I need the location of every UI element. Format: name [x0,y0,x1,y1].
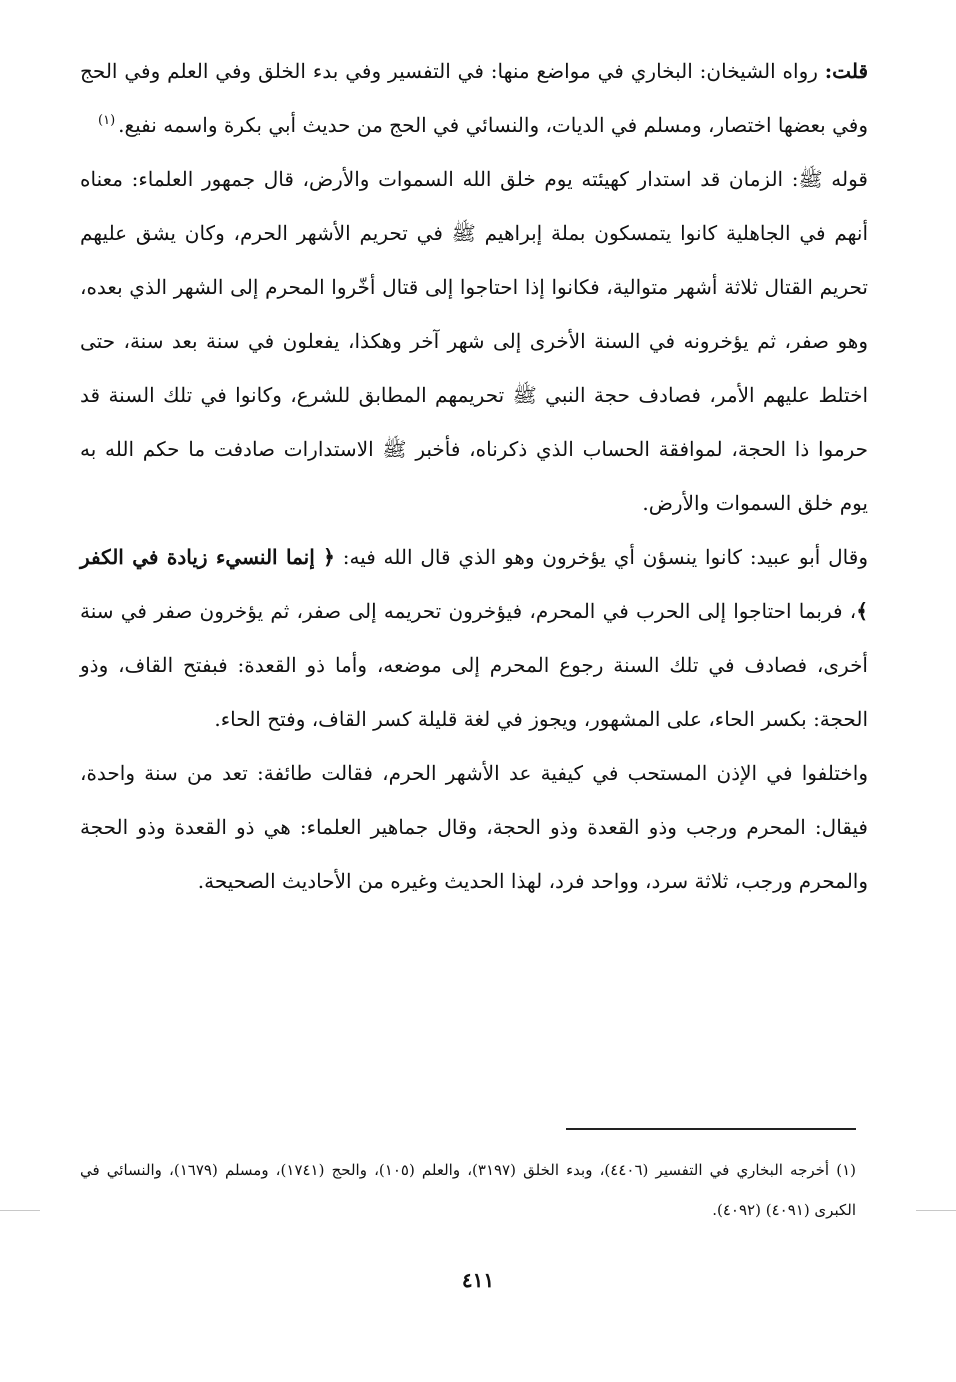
footnote-reference: (١) [98,113,116,129]
footnotes [80,1150,856,1230]
main-text [80,44,868,908]
paragraph-1 [80,44,868,152]
paragraph-2 [80,152,868,530]
footnote-separator [566,1128,856,1130]
paragraph-4 [80,746,868,908]
paragraph-text-after-quote: ، فربما احتاجوا إلى الحرب في المحرم، فيؤخرون تحريمه إلى صفر، ثم يؤخرون صفر في سنة أخرى، فصادف في تلك السنة رجوع المحرم إلى موضعه، وأما ذو القعدة: فبفتح القاف، وذو الحجة: بكسر الحاء، على المشهور، ويجوز في لغة قليلة كسر القاف، وفتح الحاء. [80,599,868,731]
scan-margin-mark [916,1210,956,1211]
paragraph-lead: قلت: [824,59,868,83]
scan-margin-mark [0,1210,40,1211]
page-number: ٤١١ [461,1268,495,1292]
paragraph-text: واختلفوا في الإذن المستحب في كيفية عد الأشهر الحرم، فقالت طائفة: تعد من سنة واحدة، فيقال: المحرم ورجب وذو القعدة وذو الحجة، وقال جماهير العلماء: هي ذو القعدة وذو الحجة والمحرم ورجب، ثلاثة سرد، وواحد فرد، لهذا الحديث وغيره من الأحاديث الصحيحة. [80,761,868,893]
paragraph-3 [80,530,868,746]
footnote-item: (١) أخرجه البخاري في التفسير (٤٤٠٦)، وبدء الخلق (٣١٩٧)، والعلم (١٠٥)، والحج (١٧٤١)، ومسلم (١٦٧٩)، والنسائي في الكبرى (٤٠٩١) (٤٠٩٢). [80,1161,856,1219]
paragraph-text: قوله ﷺ: الزمان قد استدار كهيئته يوم خلق الله السموات والأرض، قال جمهور العلماء: معناه أنهم في الجاهلية كانوا يتمسكون بملة إبراهيم ﷺ في تحريم الأشهر الحرم، وكان يشق عليهم تحريم القتال ثلاثة أشهر متوالية، فكانوا إذا احتاجوا إلى قتال أخّروا المحرم إلى الشهر الذي بعده، وهو صفر، ثم يؤخرونه في السنة الأخرى إلى شهر آخر وهكذا، يفعلون في سنة بعد سنة، حتى اختلط عليهم الأمر، فصادف حجة النبي ﷺ تحريمهم المطابق للشرع، وكانوا في تلك السنة قد حرموا ذا الحجة، لموافقة الحساب الذي ذكرناه، فأخبر ﷺ الاستدارات صادفت ما حكم الله به يوم خلق السموات والأرض. [80,167,868,515]
paragraph-text-before-quote: وقال أبو عبيد: كانوا ينسؤن أي يؤخرون وهو الذي قال الله فيه: [334,545,868,569]
quran-quote: ﴿ إنما النسيء زيادة في الكفر ﴾ [80,545,868,623]
paragraph-text: رواه الشيخان: البخاري في مواضع منها: في التفسير وفي بدء الخلق وفي العلم وفي الحج وفي بعضها اختصار، ومسلم في الديات، والنسائي في الحج من حديث أبي بكرة واسمه نفيع. [80,59,868,137]
